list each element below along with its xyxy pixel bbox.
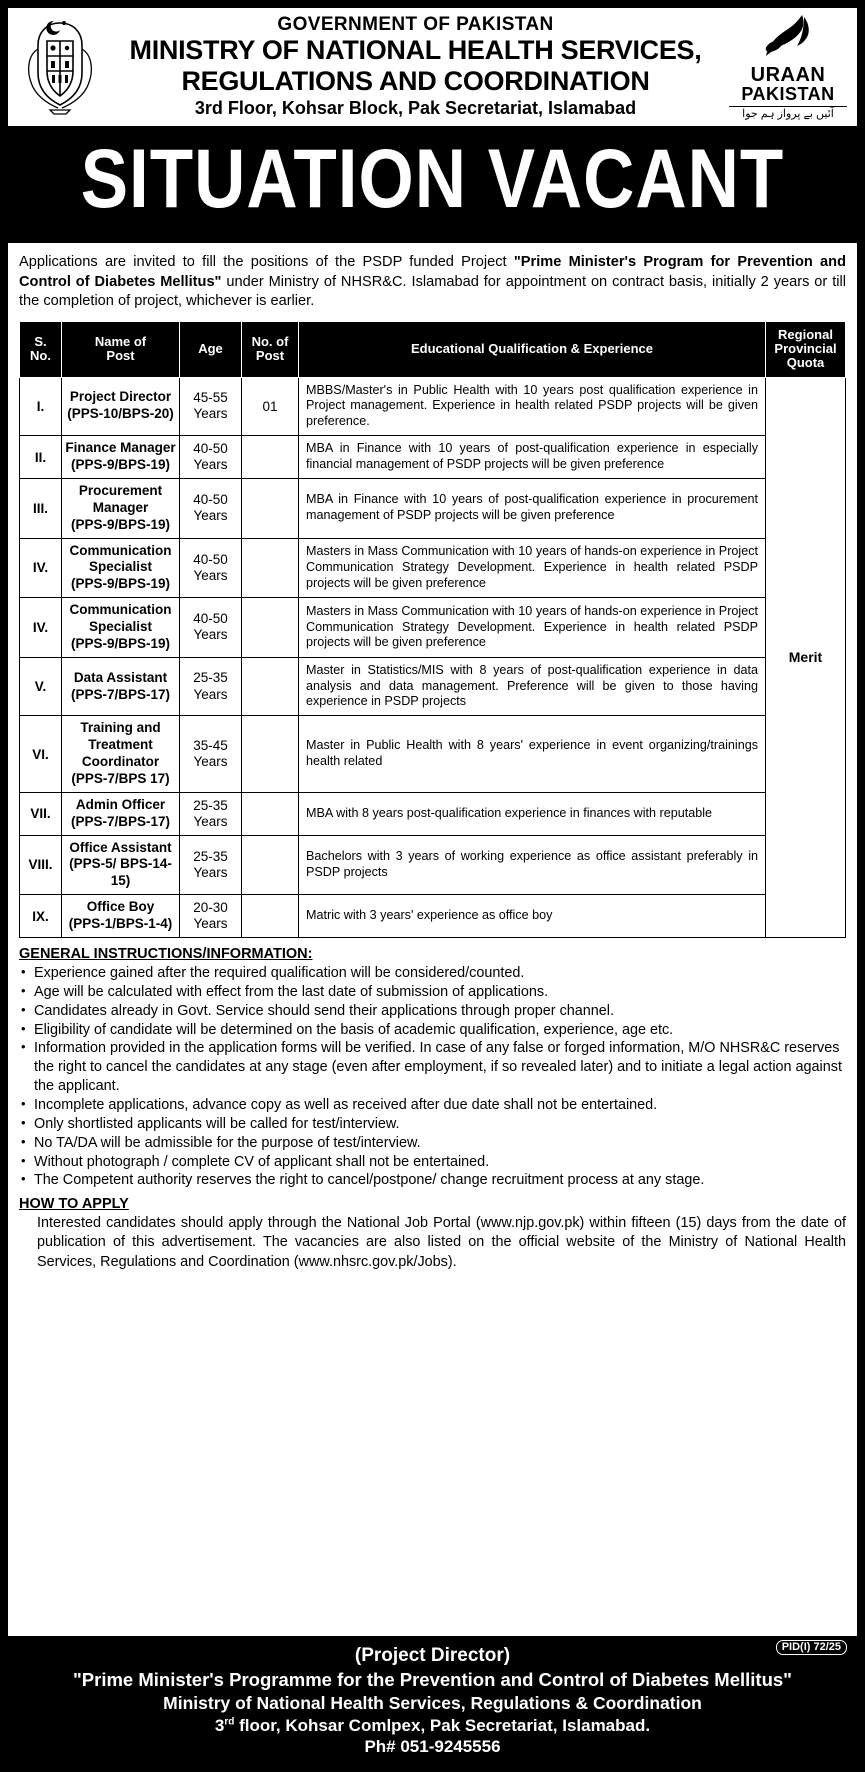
header-serial-line2: No.	[30, 348, 51, 364]
post-scale: (PPS-9/BPS-19)	[70, 516, 171, 532]
cell-post	[62, 835, 180, 895]
footer-address-pre: 3	[214, 1715, 225, 1735]
cell-serial-no: VIII.	[20, 835, 62, 895]
advertisement-body	[6, 241, 859, 1636]
header-num-line1: No. of	[251, 333, 289, 349]
cell-serial-no: V.	[20, 657, 62, 716]
footer-address-sup: rd	[224, 1715, 235, 1727]
header-post-name	[62, 321, 180, 377]
cell-age	[180, 598, 242, 658]
cell-serial-no: IV.	[20, 538, 62, 598]
intro-part1: Applications are invited to fill the positions of the PSDP funded Project	[19, 254, 514, 271]
cell-quota: Merit	[766, 377, 846, 937]
how-to-apply-heading: HOW TO APPLY	[19, 1196, 129, 1213]
footer-programme-name: "Prime Minister's Programme for the Prevention and Control of Diabetes Mellitus"	[73, 1669, 792, 1691]
post-scale: (PPS-7/BPS 17)	[71, 770, 170, 786]
intro-part2: under Ministry of NHSR&C. Islamabad for appointment on contract basis, initially 2 years or till the completion of project, whichever is earlier.	[19, 273, 846, 310]
cell-no-of-post	[242, 657, 299, 716]
table-row	[20, 657, 846, 716]
how-to-apply-text: Interested candidates should apply through the National Job Portal (www.njp.gov.pk) within fifteen (15) days from the date of publication of this advertisement. The vacancies are also listed on the official website of the Ministry of National Health Services, Regulations and Coordination (www.nhsrc.gov.pk/Jobs).	[37, 1215, 846, 1270]
cell-post	[62, 598, 180, 658]
banner-title: SITUATION VACANT	[80, 132, 785, 227]
header-quota-line2: Provincial	[774, 340, 837, 356]
ministry-line-1: MINISTRY OF NATIONAL HEALTH SERVICES,	[129, 35, 702, 66]
age-range: 20-30	[193, 899, 228, 915]
post-scale: (PPS-5/ BPS-14-15)	[69, 856, 172, 889]
age-range: 25-35	[193, 848, 228, 864]
header-serial-no	[20, 321, 62, 377]
post-scale: (PPS-7/BPS-17)	[70, 686, 171, 702]
cell-serial-no: VII.	[20, 792, 62, 835]
post-scale: (PPS-9/BPS-19)	[70, 576, 171, 592]
uraan-logo-line1: URAAN	[750, 63, 826, 86]
table-row	[20, 436, 846, 479]
post-scale: (PPS-7/BPS-17)	[70, 813, 171, 829]
header-post-line1: Name of	[94, 333, 147, 349]
cell-age	[180, 835, 242, 895]
table-header-row	[20, 321, 846, 377]
instructions-heading: GENERAL INSTRUCTIONS/INFORMATION:	[19, 945, 313, 962]
instruction-item: • Eligibility of candidate will be determined on the basis of academic qualification, experience, age etc.	[19, 1021, 846, 1040]
cell-qualification: MBA in Finance with 10 years of post-qualification experience in procurement management of PSDP projects will be given preference	[299, 478, 766, 538]
cell-post	[62, 377, 180, 436]
cell-age	[180, 377, 242, 436]
age-range: 40-50	[193, 551, 228, 567]
age-unit: Years	[193, 686, 228, 702]
cell-post	[62, 716, 180, 793]
cell-serial-no: IV.	[20, 598, 62, 658]
cell-no-of-post	[242, 598, 299, 658]
cell-qualification: MBA in Finance with 10 years of post-qualification experience in especially financial management of PSDP projects will be given preference	[299, 436, 766, 479]
cell-no-of-post	[242, 835, 299, 895]
post-scale: (PPS-9/BPS-19)	[70, 457, 171, 472]
cell-qualification: MBBS/Master's in Public Health with 10 years post qualification experience in Project management. Experience in health related PSDP projects will be given preference.	[299, 377, 766, 436]
intro-paragraph	[19, 253, 846, 311]
age-unit: Years	[193, 754, 228, 770]
cell-qualification: Matric with 3 years' experience as office boy	[299, 895, 766, 938]
intro-project-name: "Prime Minister's Program for Prevention and Control of Diabetes Mellitus"	[19, 254, 846, 290]
footer	[6, 1636, 859, 1772]
instruction-item: • Candidates already in Govt. Service should send their applications through proper channel.	[19, 1002, 846, 1021]
uraan-pakistan-bird-icon	[729, 13, 847, 63]
cell-age	[180, 478, 242, 538]
post-scale: (PPS-10/BPS-20)	[67, 406, 174, 422]
ministry-address: 3rd Floor, Kohsar Block, Pak Secretariat, Islamabad	[194, 97, 637, 118]
cell-age	[180, 436, 242, 479]
cell-no-of-post	[242, 792, 299, 835]
table-row	[20, 377, 846, 436]
cell-serial-no: I.	[20, 377, 62, 436]
cell-qualification: Master in Public Health with 8 years' experience in event organizing/trainings health related	[299, 716, 766, 793]
cell-no-of-post	[242, 478, 299, 538]
cell-qualification: Masters in Mass Communication with 10 years of hands-on experience in Project Communication Strategy Development. Experience in health related PSDP projects will be given preference	[299, 538, 766, 598]
age-range: 25-35	[193, 670, 228, 686]
cell-post	[62, 538, 180, 598]
age-range: 35-45	[193, 737, 228, 753]
age-unit: Years	[193, 508, 228, 524]
uraan-logo-urdu: آئیں بے پرواز ہم جوا	[729, 106, 847, 120]
header-qualification: Educational Qualification & Experience	[299, 321, 766, 377]
cell-no-of-post	[242, 538, 299, 598]
cell-no-of-post: 01	[242, 377, 299, 436]
age-unit: Years	[193, 864, 228, 880]
cell-serial-no: VI.	[20, 716, 62, 793]
instructions-list	[19, 964, 846, 1190]
cell-no-of-post	[242, 895, 299, 938]
post-title: Data Assistant	[73, 669, 168, 685]
age-unit: Years	[193, 627, 228, 643]
instruction-item: • Information provided in the application forms will be verified. In case of any false or forged information, M/O NHSR&C reserves the right to cancel the candidates at any stage (even after employment, if so revealed later) and to initiate a legal action against the applicant.	[19, 1039, 846, 1096]
footer-address	[16, 1715, 849, 1737]
masthead	[6, 6, 859, 128]
table-row	[20, 478, 846, 538]
age-unit: Years	[193, 457, 228, 472]
header-no-of-post	[242, 321, 299, 377]
header-quota	[766, 321, 846, 377]
instruction-item: • Incomplete applications, advance copy as well as received after due date shall not be entertained.	[19, 1096, 846, 1115]
post-title: Admin Officer	[75, 796, 166, 812]
table-row	[20, 792, 846, 835]
cell-post	[62, 478, 180, 538]
age-range: 40-50	[193, 440, 228, 456]
instruction-item: • Only shortlisted applicants will be called for test/interview.	[19, 1115, 846, 1134]
instruction-item: • Age will be calculated with effect from the last date of submission of applications.	[19, 983, 846, 1002]
masthead-text	[102, 15, 729, 118]
post-title: Communication Specialist	[69, 602, 172, 634]
cell-serial-no: II.	[20, 436, 62, 479]
cell-age	[180, 895, 242, 938]
age-range: 40-50	[193, 492, 228, 507]
post-title: Procurement Manager	[78, 482, 163, 515]
instruction-item: • Experience gained after the required qualification will be considered/counted.	[19, 964, 846, 983]
vacancy-table	[19, 321, 846, 938]
cell-no-of-post	[242, 716, 299, 793]
pakistan-state-emblem-icon	[18, 14, 102, 118]
cell-qualification: Master in Statistics/MIS with 8 years of post-qualification experience in data analysis and data management. Preference will be given to those having experience in PSDP projects	[299, 657, 766, 716]
age-unit: Years	[193, 813, 228, 829]
table-row	[20, 716, 846, 793]
age-unit: Years	[193, 916, 228, 932]
instruction-item: • Without photograph / complete CV of applicant shall not be entertained.	[19, 1153, 846, 1172]
post-scale: (PPS-1/BPS-1-4)	[68, 916, 173, 932]
age-range: 25-35	[193, 797, 228, 813]
cell-qualification: MBA with 8 years post-qualification experience in finances with reputable	[299, 792, 766, 835]
post-title: Training and Treatment Coordinator	[80, 720, 161, 770]
header-num-line2: Post	[255, 348, 285, 364]
instruction-item: • No TA/DA will be admissible for the purpose of test/interview.	[19, 1134, 846, 1153]
table-row	[20, 598, 846, 658]
government-line: GOVERNMENT OF PAKISTAN	[277, 13, 554, 35]
table-row	[20, 835, 846, 895]
table-row	[20, 895, 846, 938]
cell-post	[62, 436, 180, 479]
cell-age	[180, 538, 242, 598]
age-unit: Years	[193, 567, 228, 583]
header-quota-line3: Quota	[786, 355, 825, 371]
cell-age	[180, 792, 242, 835]
instruction-item: • The Competent authority reserves the right to cancel/postpone/ change recruitment process at any stage.	[19, 1171, 846, 1190]
cell-serial-no: IX.	[20, 895, 62, 938]
post-title: Finance Manager	[65, 440, 176, 456]
footer-ministry: Ministry of National Health Services, Regulations & Coordination	[163, 1693, 702, 1714]
footer-phone: Ph# 051-9245556	[364, 1737, 501, 1757]
cell-age	[180, 716, 242, 793]
cell-qualification: Bachelors with 3 years of working experience as office assistant preferably in PSDP projects	[299, 835, 766, 895]
uraan-pakistan-logo	[729, 13, 847, 120]
header-post-line2: Post	[106, 348, 135, 364]
post-title: Office Boy	[86, 899, 155, 915]
table-row	[20, 538, 846, 598]
uraan-logo-text	[729, 65, 847, 103]
header-serial-line1: S.	[34, 333, 47, 349]
cell-qualification: Masters in Mass Communication with 10 years of hands-on experience in Project Communication Strategy Development. Experience in health related PSDP projects will be given preference	[299, 598, 766, 658]
uraan-logo-line2: PAKISTAN	[741, 83, 835, 104]
cell-post	[62, 792, 180, 835]
post-title: Office Assistant	[69, 839, 172, 855]
footer-address-post: floor, Kohsar Comlpex, Pak Secretariat, Islamabad.	[234, 1715, 651, 1735]
vacancy-table-body	[20, 377, 846, 937]
ministry-line-2: REGULATIONS AND COORDINATION	[181, 65, 650, 96]
cell-age	[180, 657, 242, 716]
header-quota-line1: Regional	[778, 326, 833, 342]
situation-vacant-banner	[6, 128, 859, 241]
cell-no-of-post	[242, 436, 299, 479]
post-scale: (PPS-9/BPS-19)	[70, 635, 171, 651]
age-range: 45-55	[193, 390, 228, 406]
post-title: Project Director	[69, 389, 172, 405]
age-unit: Years	[193, 406, 228, 422]
cell-serial-no: III.	[20, 478, 62, 538]
cell-post	[62, 657, 180, 716]
cell-post	[62, 895, 180, 938]
age-range: 40-50	[193, 611, 228, 627]
header-age: Age	[180, 321, 242, 377]
post-title: Communication Specialist	[69, 542, 172, 575]
footer-designation: (Project Director)	[354, 1645, 511, 1667]
pid-number: PID(I) 72/25	[776, 1640, 847, 1655]
